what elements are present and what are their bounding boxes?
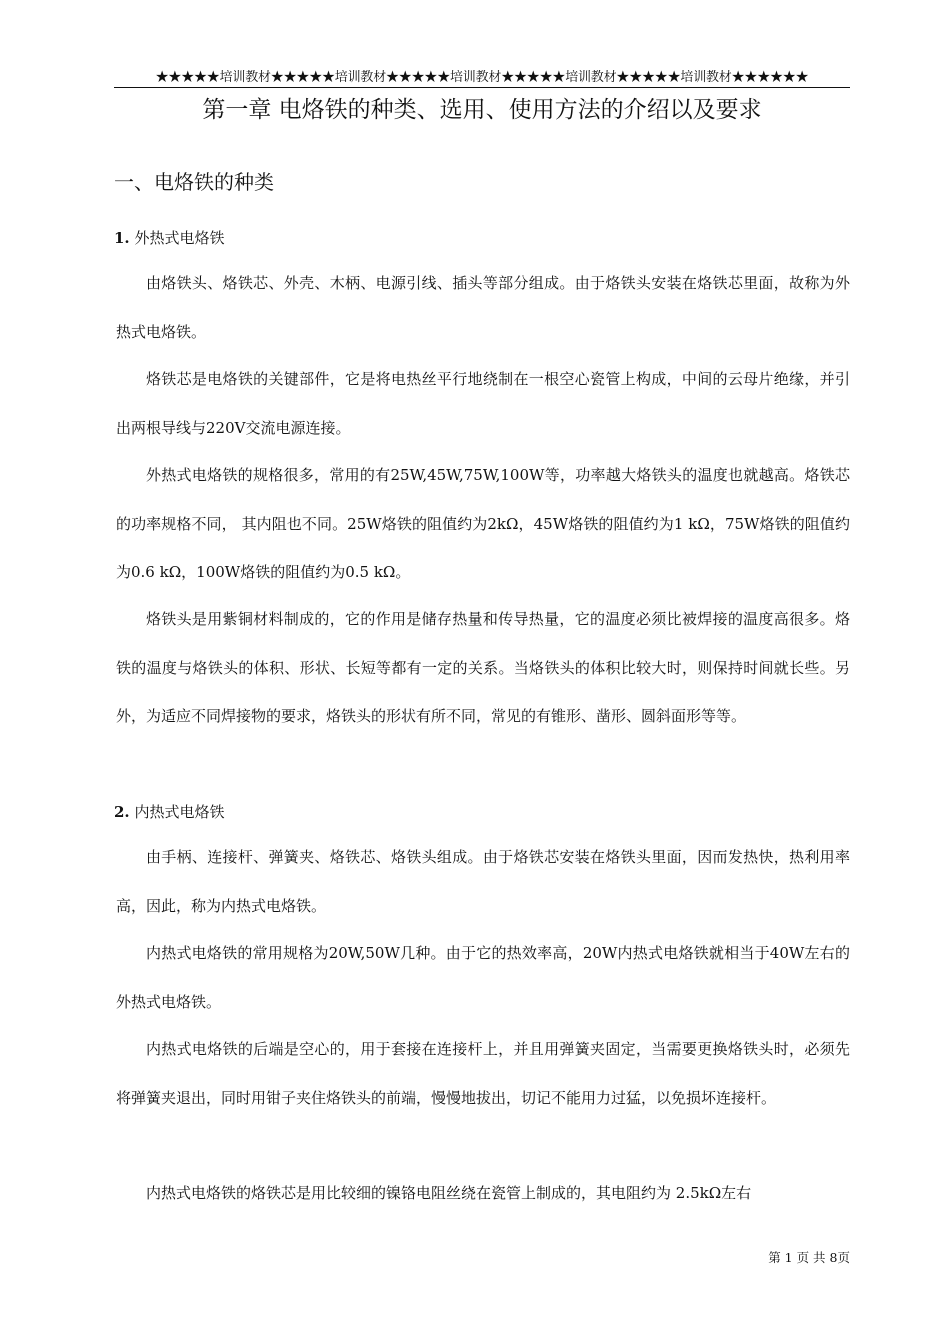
paragraph: 烙铁芯是电烙铁的关键部件，它是将电热丝平行地绕制在一根空心瓷管上构成，中间的云母片绝缘，并引出两根导线与220V交流电源连接。 — [116, 370, 850, 437]
subsection-title: 内热式电烙铁 — [134, 803, 225, 821]
subsection-heading-2 — [114, 802, 224, 822]
header-rule — [114, 87, 850, 88]
paragraph: 内热式电烙铁的常用规格为20W,50W几种。由于它的热效率高，20W内热式电烙铁就相当于40W左右的外热式电烙铁。 — [116, 944, 850, 1011]
section-title: 一、电烙铁的种类 — [114, 170, 274, 194]
paragraph: 内热式电烙铁的后端是空心的，用于套接在连接杆上，并且用弹簧夹固定，当需要更换烙铁头时，必须先将弹簧夹退出，同时用钳子夹住烙铁头的前端，慢慢地拔出，切记不能用力过猛，以免损坏连接杆。 — [116, 1040, 850, 1107]
chapter-title: 第一章 电烙铁的种类、选用、使用方法的介绍以及要求 — [202, 97, 762, 123]
subsection-number: 2. — [114, 803, 130, 821]
paragraph: 内热式电烙铁的烙铁芯是用比较细的镍铬电阻丝绕在瓷管上制成的，其电阻约为 2.5kΩ左右 — [146, 1184, 752, 1202]
subsection-title: 外热式电烙铁 — [134, 229, 225, 247]
header-banner: ★★★★★培训教材★★★★★培训教材★★★★★培训教材★★★★★培训教材★★★★★培训教材★★★★★★ — [155, 70, 809, 85]
subsection-heading-1 — [114, 228, 224, 248]
paragraph: 由烙铁头、烙铁芯、外壳、木柄、电源引线、插头等部分组成。由于烙铁头安装在烙铁芯里面，故称为外热式电烙铁。 — [116, 274, 850, 341]
subsection-number: 1. — [114, 229, 130, 247]
paragraph: 外热式电烙铁的规格很多，常用的有25W,45W,75W,100W等，功率越大烙铁头的温度也就越高。烙铁芯的功率规格不同， 其内阻也不同。25W烙铁的阻值约为2kΩ，45W烙铁的阻值约为1 kΩ，75W烙铁的阻值约为0.6 kΩ，100W烙铁的阻值约为0.5 kΩ。 — [116, 466, 850, 581]
paragraph: 由手柄、连接杆、弹簧夹、烙铁芯、烙铁头组成。由于烙铁芯安装在烙铁头里面，因而发热快，热利用率高，因此，称为内热式电烙铁。 — [116, 848, 850, 915]
page-number: 第 1 页 共 8页 — [768, 1250, 850, 1265]
paragraph: 烙铁头是用紫铜材料制成的，它的作用是储存热量和传导热量，它的温度必须比被焊接的温度高很多。烙铁的温度与烙铁头的体积、形状、长短等都有一定的关系。当烙铁头的体积比较大时，则保持时间就长些。另外，为适应不同焊接物的要求，烙铁头的形状有所不同，常见的有锥形、凿形、圆斜面形等等。 — [116, 610, 850, 725]
